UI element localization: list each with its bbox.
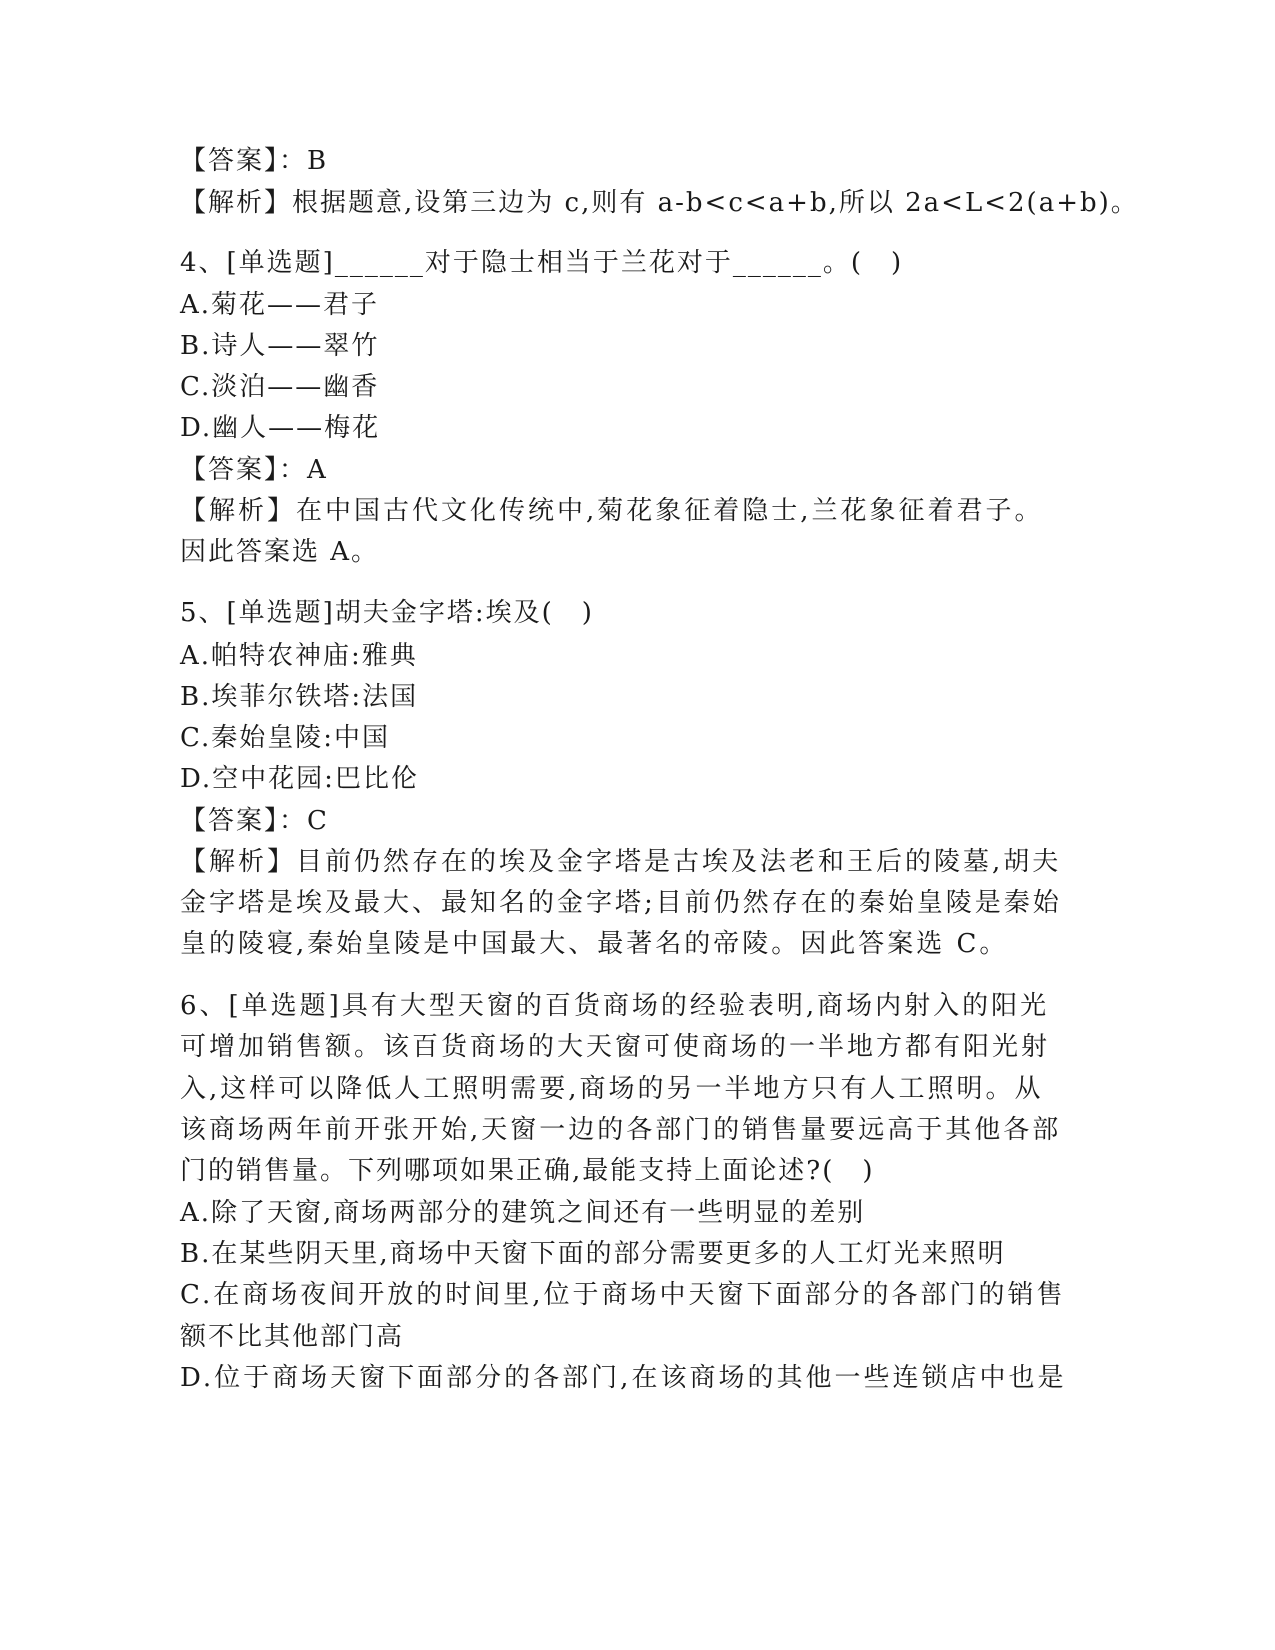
q4-option-c: C.淡泊——幽香 — [180, 372, 380, 402]
q3-explanation: 【解析】根据题意,设第三边为 c,则有 a-b<c<a+b,所以 2a<L<2(a+b)。 — [180, 188, 1139, 218]
q6-stem-line-5: 门的销售量。下列哪项如果正确,最能支持上面论述?( ) — [180, 1156, 875, 1186]
q4-option-d: D.幽人——梅花 — [180, 413, 381, 443]
q5-explanation-line-3: 皇的陵寝,秦始皇陵是中国最大、最著名的帝陵。因此答案选 C。 — [180, 929, 1009, 959]
q6-option-c-line-2: 额不比其他部门高 — [180, 1322, 405, 1352]
q6-stem-line-4: 该商场两年前开张开始,天窗一边的各部门的销售量要远高于其他各部 — [180, 1115, 1062, 1145]
q6-option-c-line-1: C.在商场夜间开放的时间里,位于商场中天窗下面部分的各部门的销售 — [180, 1280, 1066, 1310]
q4-option-b: B.诗人——翠竹 — [180, 331, 380, 361]
document-page — [180, 0, 1139, 1650]
q4-explanation-line-2: 因此答案选 A。 — [180, 537, 380, 567]
q5-option-b: B.埃菲尔铁塔:法国 — [180, 682, 419, 712]
q5-stem: 5、[单选题]胡夫金字塔:埃及( ) — [180, 598, 594, 628]
q4-stem: 4、[单选题]______对于隐士相当于兰花对于______。( ) — [180, 248, 904, 278]
q6-stem-line-2: 可增加销售额。该百货商场的大天窗可使商场的一半地方都有阳光射 — [180, 1032, 1051, 1062]
q4-option-a: A.菊花——君子 — [180, 290, 380, 320]
q5-option-a: A.帕特农神庙:雅典 — [180, 641, 418, 671]
q6-stem-line-3: 入,这样可以降低人工照明需要,商场的另一半地方只有人工照明。从 — [180, 1074, 1044, 1104]
q5-answer: 【答案】：C — [180, 806, 329, 836]
q6-option-b: B.在某些阴天里,商场中天窗下面的部分需要更多的人工灯光来照明 — [180, 1239, 1006, 1269]
q4-explanation-line-1: 【解析】在中国古代文化传统中,菊花象征着隐士,兰花象征着君子。 — [180, 496, 1044, 526]
q5-explanation-line-1: 【解析】目前仍然存在的埃及金字塔是古埃及法老和王后的陵墓,胡夫 — [180, 847, 1062, 877]
q6-stem-line-1: 6、[单选题]具有大型天窗的百货商场的经验表明,商场内射入的阳光 — [180, 991, 1050, 1021]
q6-option-a: A.除了天窗,商场两部分的建筑之间还有一些明显的差别 — [180, 1198, 866, 1228]
q5-option-c: C.秦始皇陵:中国 — [180, 723, 390, 753]
q4-answer: 【答案】：A — [180, 455, 328, 485]
q5-explanation-line-2: 金字塔是埃及最大、最知名的金字塔;目前仍然存在的秦始皇陵是秦始 — [180, 888, 1062, 918]
q5-option-d: D.空中花园:巴比伦 — [180, 764, 419, 794]
q3-answer: 【答案】：B — [180, 146, 329, 176]
q6-option-d-line-1: D.位于商场天窗下面部分的各部门,在该商场的其他一些连锁店中也是 — [180, 1363, 1067, 1393]
